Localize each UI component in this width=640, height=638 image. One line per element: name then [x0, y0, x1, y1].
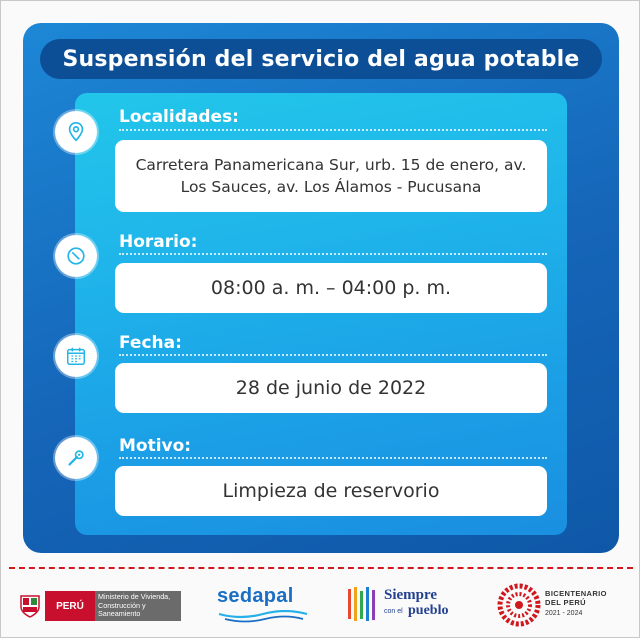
- section-label-localidades: Localidades:: [119, 107, 239, 127]
- fecha-value: 28 de junio de 2022: [115, 363, 547, 413]
- sedapal-logo: [215, 585, 311, 625]
- con-el-text: con el: [384, 608, 403, 615]
- motivo-value: Limpieza de reservorio: [115, 466, 547, 516]
- notice-title: Suspensión del servicio del agua potable: [62, 46, 580, 72]
- divider: [119, 354, 547, 356]
- peru-badge-text: PERÚ: [56, 600, 84, 612]
- section-label-fecha: Fecha:: [119, 333, 182, 353]
- section-label-horario: Horario:: [119, 232, 198, 252]
- bicentenario-emblem-icon: [497, 583, 541, 627]
- peru-badge: [45, 591, 95, 621]
- calendar-icon: [55, 335, 97, 377]
- ministry-name-box: [95, 591, 181, 621]
- people-stripes-icon: [346, 585, 380, 625]
- pueblo-text: pueblo: [408, 603, 449, 618]
- horario-value: 08:00 a. m. – 04:00 p. m.: [115, 263, 547, 313]
- divider: [119, 457, 547, 459]
- notice-card: [23, 23, 619, 553]
- peru-shield-icon: [19, 593, 41, 619]
- title-bar: [40, 39, 602, 79]
- siempre-text: Siempre: [384, 587, 438, 603]
- bicentenario-title: BICENTENARIO DEL PERÚ: [545, 589, 607, 607]
- location-pin-icon: [55, 111, 97, 153]
- siempre-con-el-pueblo-logo: [346, 585, 464, 625]
- footer-divider: [9, 567, 633, 569]
- divider: [119, 253, 547, 255]
- sedapal-wordmark: sedapal: [217, 585, 294, 607]
- localidades-value: Carretera Panamericana Sur, urb. 15 de enero, av. Los Sauces, av. Los Álamos - Pucusana: [115, 140, 547, 212]
- bicentenario-logo: [497, 581, 617, 629]
- ministry-name: Ministerio de Vivienda, Construcción y Saneamiento: [98, 592, 171, 618]
- waves-icon: [217, 610, 309, 624]
- ministry-logo: [19, 589, 181, 623]
- section-label-motivo: Motivo:: [119, 436, 192, 456]
- divider: [119, 129, 547, 131]
- bicentenario-years: 2021 - 2024: [545, 610, 583, 617]
- clock-icon: [55, 235, 97, 277]
- wrench-icon: [55, 437, 97, 479]
